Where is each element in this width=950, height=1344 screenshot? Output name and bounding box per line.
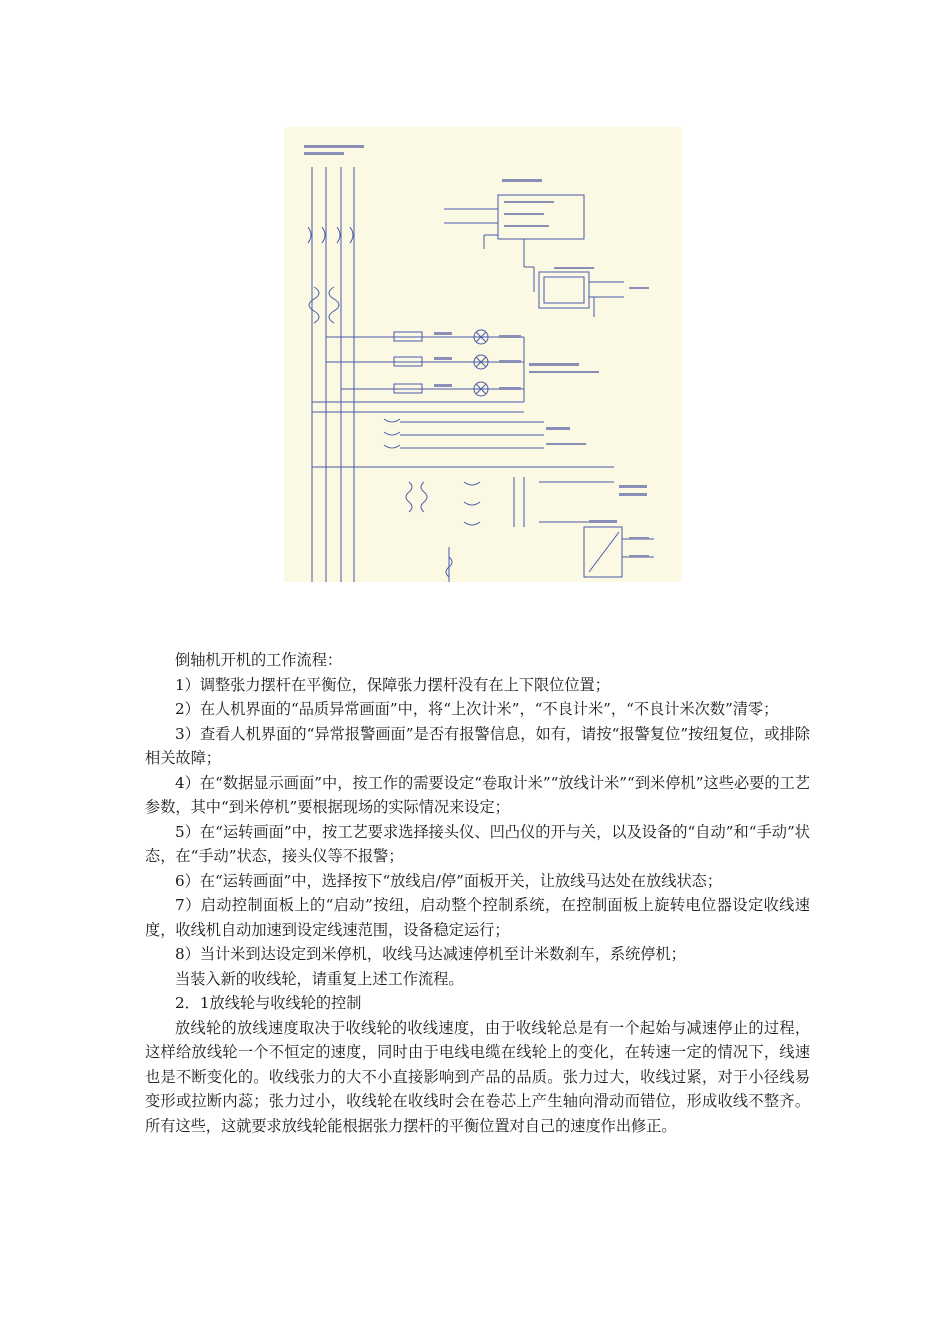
paragraph-intro: 倒轴机开机的工作流程： [175,651,343,669]
document-body [145,648,810,1138]
paragraph-repeat-note: 当装入新的收线轮，请重复上述工作流程。 [175,969,464,988]
paragraph-step-4: 4）在“数据显示画面”中，按工作的需要设定“卷取计米”“放线计米”“到米停机”这些必要的工艺参数，其中“到米停机”要根据现场的实际情况来设定； [145,773,810,816]
paragraph-control-description: 放线轮的放线速度取决于收线轮的收线速度，由于收线轮总是有一个起始与减速停止的过程，这样给放线轮一个不恒定的速度，同时由于电线电缆在线轮上的变化，在转速一定的情况下，线速也是不断变化的。收线张力的大不小直接影响到产品的品质。张力过大，收线过紧，对于小径线易变形或拉断内蕊；张力过小，收线轮在收线时会在卷芯上产生轴向滑动而错位，形成收线不整齐。所有这些，这就要求放线轮能根据张力摆杆的平衡位置对自己的速度作出修正。 [145,1018,810,1135]
paragraph-step-8: 8）当计米到达设定到米停机，收线马达减速停机至计米数刹车，系统停机； [175,945,686,963]
paragraph-step-2: 2）在人机界面的“品质异常画面”中，将“上次计米”，“不良计米”，“不良计米次数”清零； [175,700,779,718]
paragraph-step-5: 5）在“运转画面”中，按工艺要求选择接头仪、凹凸仪的开与关，以及设备的“自动”和“手动”状态，在“手动”状态，接头仪等不报警； [145,822,810,865]
electrical-schematic-icon [284,127,682,582]
section-heading: 2．1放线轮与收线轮的控制 [175,994,362,1012]
paragraph-step-7: 7）启动控制面板上的“启动”按纽，启动整个控制系统，在控制面板上旋转电位器设定收线速度，收线机自动加速到设定线速范围，设备稳定运行； [145,896,810,939]
schematic-figure [284,127,682,582]
paragraph-step-1: 1）调整张力摆杆在平衡位，保障张力摆杆没有在上下限位位置； [175,675,610,694]
paragraph-step-3: 3）查看人机界面的“异常报警画面”是否有报警信息，如有，请按“报警复位”按纽复位，或排除相关故障； [145,724,810,767]
paragraph-step-6: 6）在“运转画面”中，选择按下“放线启/停”面板开关，让放线马达处在放线状态； [175,871,723,890]
